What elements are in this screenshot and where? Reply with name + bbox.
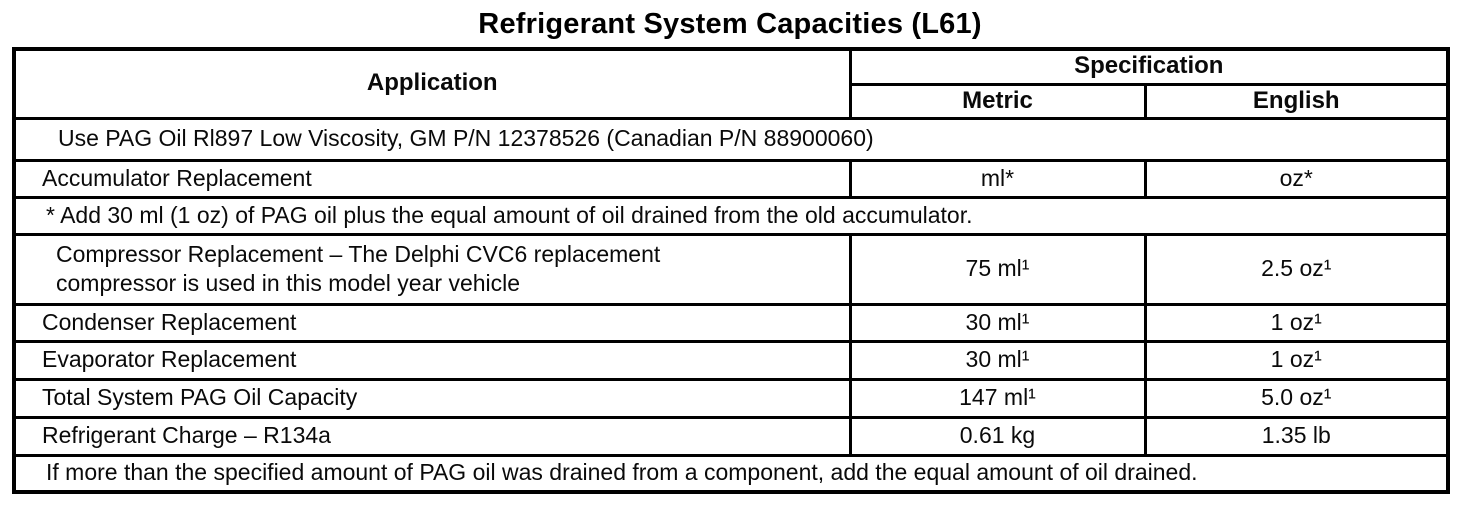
table-row [14,197,1448,234]
header-row-specification [14,49,1448,84]
table-row [14,234,1448,304]
metric-value-total-system: 147 ml¹ [850,379,1145,417]
english-value-compressor: 2.5 oz¹ [1145,234,1448,304]
table-row [14,455,1448,492]
column-header-specification: Specification [850,49,1448,84]
table-row [14,417,1448,455]
metric-value-refrigerant-charge: 0.61 kg [850,417,1145,455]
application-total-system-pag-oil-capacity: Total System PAG Oil Capacity [14,379,850,417]
metric-value-compressor: 75 ml¹ [850,234,1145,304]
application-compressor-replacement [14,234,850,304]
pag-oil-note: Use PAG Oil Rl897 Low Viscosity, GM P/N 12378526 (Canadian P/N 88900060) [14,118,1448,160]
refrigerant-capacities-table [12,47,1450,494]
table-row [14,341,1448,379]
application-accumulator-replacement: Accumulator Replacement [14,160,850,197]
english-value-refrigerant-charge: 1.35 lb [1145,417,1448,455]
english-value-accumulator: oz* [1145,160,1448,197]
metric-value-condenser: 30 ml¹ [850,304,1145,341]
english-value-total-system: 5.0 oz¹ [1145,379,1448,417]
application-condenser-replacement: Condenser Replacement [14,304,850,341]
metric-value-accumulator: ml* [850,160,1145,197]
english-value-condenser: 1 oz¹ [1145,304,1448,341]
table-row [14,304,1448,341]
compressor-description-text: Compressor Replacement – The Delphi CVC6 replacement compressor is used in this model year vehicle [56,240,661,296]
column-header-metric: Metric [850,84,1145,118]
application-refrigerant-charge: Refrigerant Charge – R134a [14,417,850,455]
column-header-application: Application [14,49,850,118]
table-row [14,160,1448,197]
drained-oil-footnote: If more than the specified amount of PAG oil was drained from a component, add the equal amount of oil drained. [14,455,1448,492]
table-row [14,118,1448,160]
page-title: Refrigerant System Capacities (L61) [478,8,982,40]
accumulator-footnote: * Add 30 ml (1 oz) of PAG oil plus the equal amount of oil drained from the old accumulator. [14,197,1448,234]
application-evaporator-replacement: Evaporator Replacement [14,341,850,379]
english-value-evaporator: 1 oz¹ [1145,341,1448,379]
table-row [14,379,1448,417]
metric-value-evaporator: 30 ml¹ [850,341,1145,379]
column-header-english: English [1145,84,1448,118]
